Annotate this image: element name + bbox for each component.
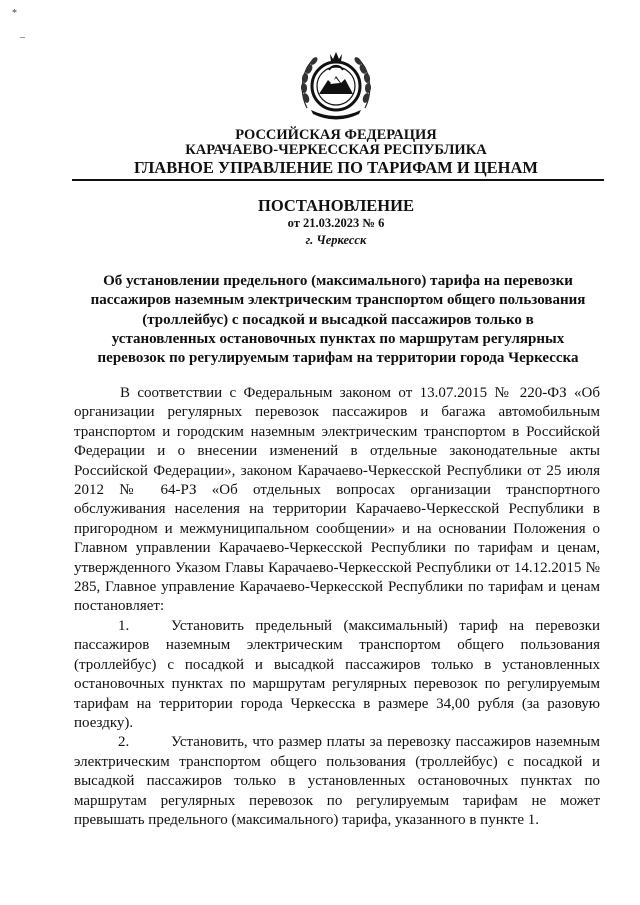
scan-mark: *	[12, 8, 17, 19]
clause-1	[74, 617, 600, 733]
clause-number: 1.	[118, 617, 130, 634]
decree-block	[60, 196, 612, 248]
clause-2	[74, 733, 600, 830]
decree-title: ПОСТАНОВЛЕНИЕ	[258, 196, 414, 215]
subject-line: установленных остановочных пунктах по маршрутам регулярных	[111, 330, 565, 347]
decree-date: от 21.03.2023 № 6	[287, 216, 385, 230]
header-agency: ГЛАВНОЕ УПРАВЛЕНИЕ ПО ТАРИФАМ И ЦЕНАМ	[133, 158, 538, 177]
coat-of-arms-icon-graphic	[297, 48, 375, 122]
subject-line: Об установлении предельного (максимального) тарифа на перевозки	[103, 273, 573, 289]
subject-line: перевозок по регулируемым тарифам на территории города Черкесска	[97, 350, 579, 367]
subject-line: пассажиров наземным электрическим транспортом общего пользования	[90, 292, 586, 309]
clause-text: Установить предельный (максимальный) тариф на перевозки пассажиров наземным электрическим транспортом общего пользования (троллейбус) с посадкой и высадкой пассажиров только в установленных остановочных пунктах по маршрутам регулярных перевозок по регулируемым тарифам на территории города Черкесска в размере 34,00 рубля (за разовую поездку).	[74, 617, 600, 731]
decree-body	[74, 384, 600, 830]
header-republic: КАРАЧАЕВО-ЧЕРКЕССКАЯ РЕСПУБЛИКА	[185, 142, 487, 158]
issuer-header	[60, 128, 612, 177]
clause-number: 2.	[118, 734, 130, 751]
header-divider	[72, 179, 604, 181]
subject-line: (троллейбус) с посадкой и высадкой пассажиров только в	[142, 311, 534, 328]
header-country: РОССИЙСКАЯ ФЕДЕРАЦИЯ	[235, 127, 437, 143]
decree-city: г. Черкесск	[305, 233, 367, 247]
decree-subject	[68, 272, 608, 368]
preamble-paragraph: В соответствии с Федеральным законом от 13.07.2015 № 220-ФЗ «Об организации регулярных перевозок пассажиров и багажа автомобильным транспортом и городским наземным электрическим транспортом в Российской Федерации и о внесении изменений в отдельные законодательные акты Российской Федерации», законом Карачаево-Черкесской Республики от 25 июля 2012 № 64-РЗ «Об отдельных вопросах организации транспортного обслуживания населения на территории Карачаево-Черкесской Республики в пригородном и межмуниципальном сообщении» и на основании Положения о Главном управлении Карачаево-Черкесской Республики по тарифам и ценам, утвержденного Указом Главы Карачаево-Черкесской Республики от 14.12.2015 № 285, Главное управление Карачаево-Черкесской Республики по тарифам и ценам постановляет:	[74, 385, 600, 615]
scan-mark: –	[20, 32, 25, 43]
clause-text: Установить, что размер платы за перевозку пассажиров наземным электрическим транспортом общего пользования (троллейбус) с посадкой и высадкой пассажиров только в установленных остановочных пунктах по маршрутам регулярных перевозок по регулируемым тарифам не может превышать предельного (максимального) тарифа, указанного в пункте 1.	[74, 734, 600, 828]
coat-of-arms-icon	[297, 48, 375, 122]
